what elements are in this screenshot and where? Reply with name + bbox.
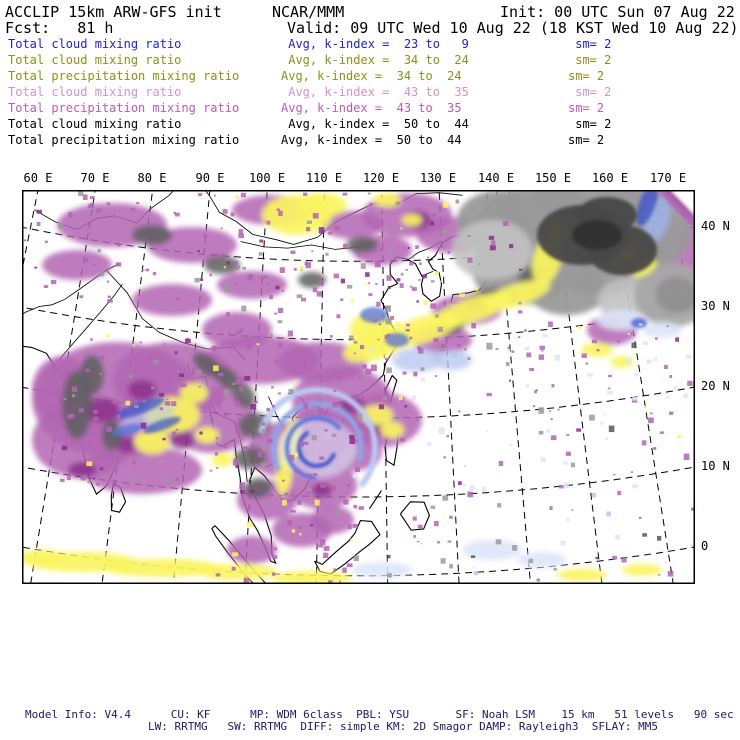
legend-variable-label: Total cloud mixing ratio [8,85,182,99]
legend-variable-label: Total precipitation mixing ratio [8,69,240,83]
legend-sm-value: sm= 2 [568,69,605,83]
legend-kindex-value: Avg, k-index = 34 to 24 [281,69,462,83]
lon-label: 160 E [591,171,629,185]
legend-variable-label: Total precipitation mixing ratio [8,101,240,115]
lat-label: 0 [701,539,709,553]
legend-variable-label: Total cloud mixing ratio [8,53,182,67]
legend-kindex-value: Avg, k-index = 50 to 44 [281,117,469,131]
legend-variable-label: Total precipitation mixing ratio [8,133,240,147]
map-svg [22,190,695,584]
legend-kindex-value: Avg, k-index = 34 to 24 [281,53,469,67]
lon-label: 130 E [419,171,457,185]
model-info-line1: Model Info: V4.4 CU: KF MP: WDM 6class PBL: YSU SF: Noah LSM 15 km 51 levels 90 sec [25,708,734,721]
legend-sm-value: sm= 2 [568,133,605,147]
legend-kindex-value: Avg, k-index = 43 to 35 [281,85,469,99]
lon-label: 60 E [23,171,53,185]
valid-time-label: Valid: 09 UTC Wed 10 Aug 22 (18 KST Wed 10 Aug 22) [287,19,739,37]
lon-label: 170 E [649,171,687,185]
lon-label: 120 E [362,171,400,185]
legend-kindex-value: Avg, k-index = 23 to 9 [281,37,469,51]
lat-label: 30 N [701,299,730,313]
org-label: NCAR/MMM [272,3,345,21]
legend-sm-value: sm= 2 [568,101,605,115]
legend-sm-value: sm= 2 [568,37,612,51]
lat-label: 40 N [701,219,730,233]
lon-label: 150 E [534,171,572,185]
lon-label: 100 E [248,171,286,185]
lat-label: 10 N [701,459,730,473]
legend-sm-value: sm= 2 [568,53,612,67]
legend-sm-value: sm= 2 [568,85,612,99]
legend-sm-value: sm= 2 [568,117,612,131]
lon-label: 80 E [137,171,167,185]
map-canvas [22,190,695,584]
lat-label: 20 N [701,379,730,393]
lon-label: 90 E [195,171,225,185]
init-time-label: Init: 00 UTC Sun 07 Aug 22 [500,3,735,21]
legend-variable-label: Total cloud mixing ratio [8,117,182,131]
legend-kindex-value: Avg, k-index = 50 to 44 [281,133,462,147]
plot-title: ACCLIP 15km ARW-GFS init [5,3,222,21]
forecast-hour-label: Fcst: 81 h [5,19,114,37]
lon-label: 70 E [80,171,110,185]
model-info-line2: LW: RRTMG SW: RRTMG DIFF: simple KM: 2D Smagor DAMP: Rayleigh3 SFLAY: MM5 [148,720,658,733]
lon-label: 110 E [305,171,343,185]
legend-kindex-value: Avg, k-index = 43 to 35 [281,101,462,115]
lon-label: 140 E [477,171,515,185]
legend-variable-label: Total cloud mixing ratio [8,37,182,51]
